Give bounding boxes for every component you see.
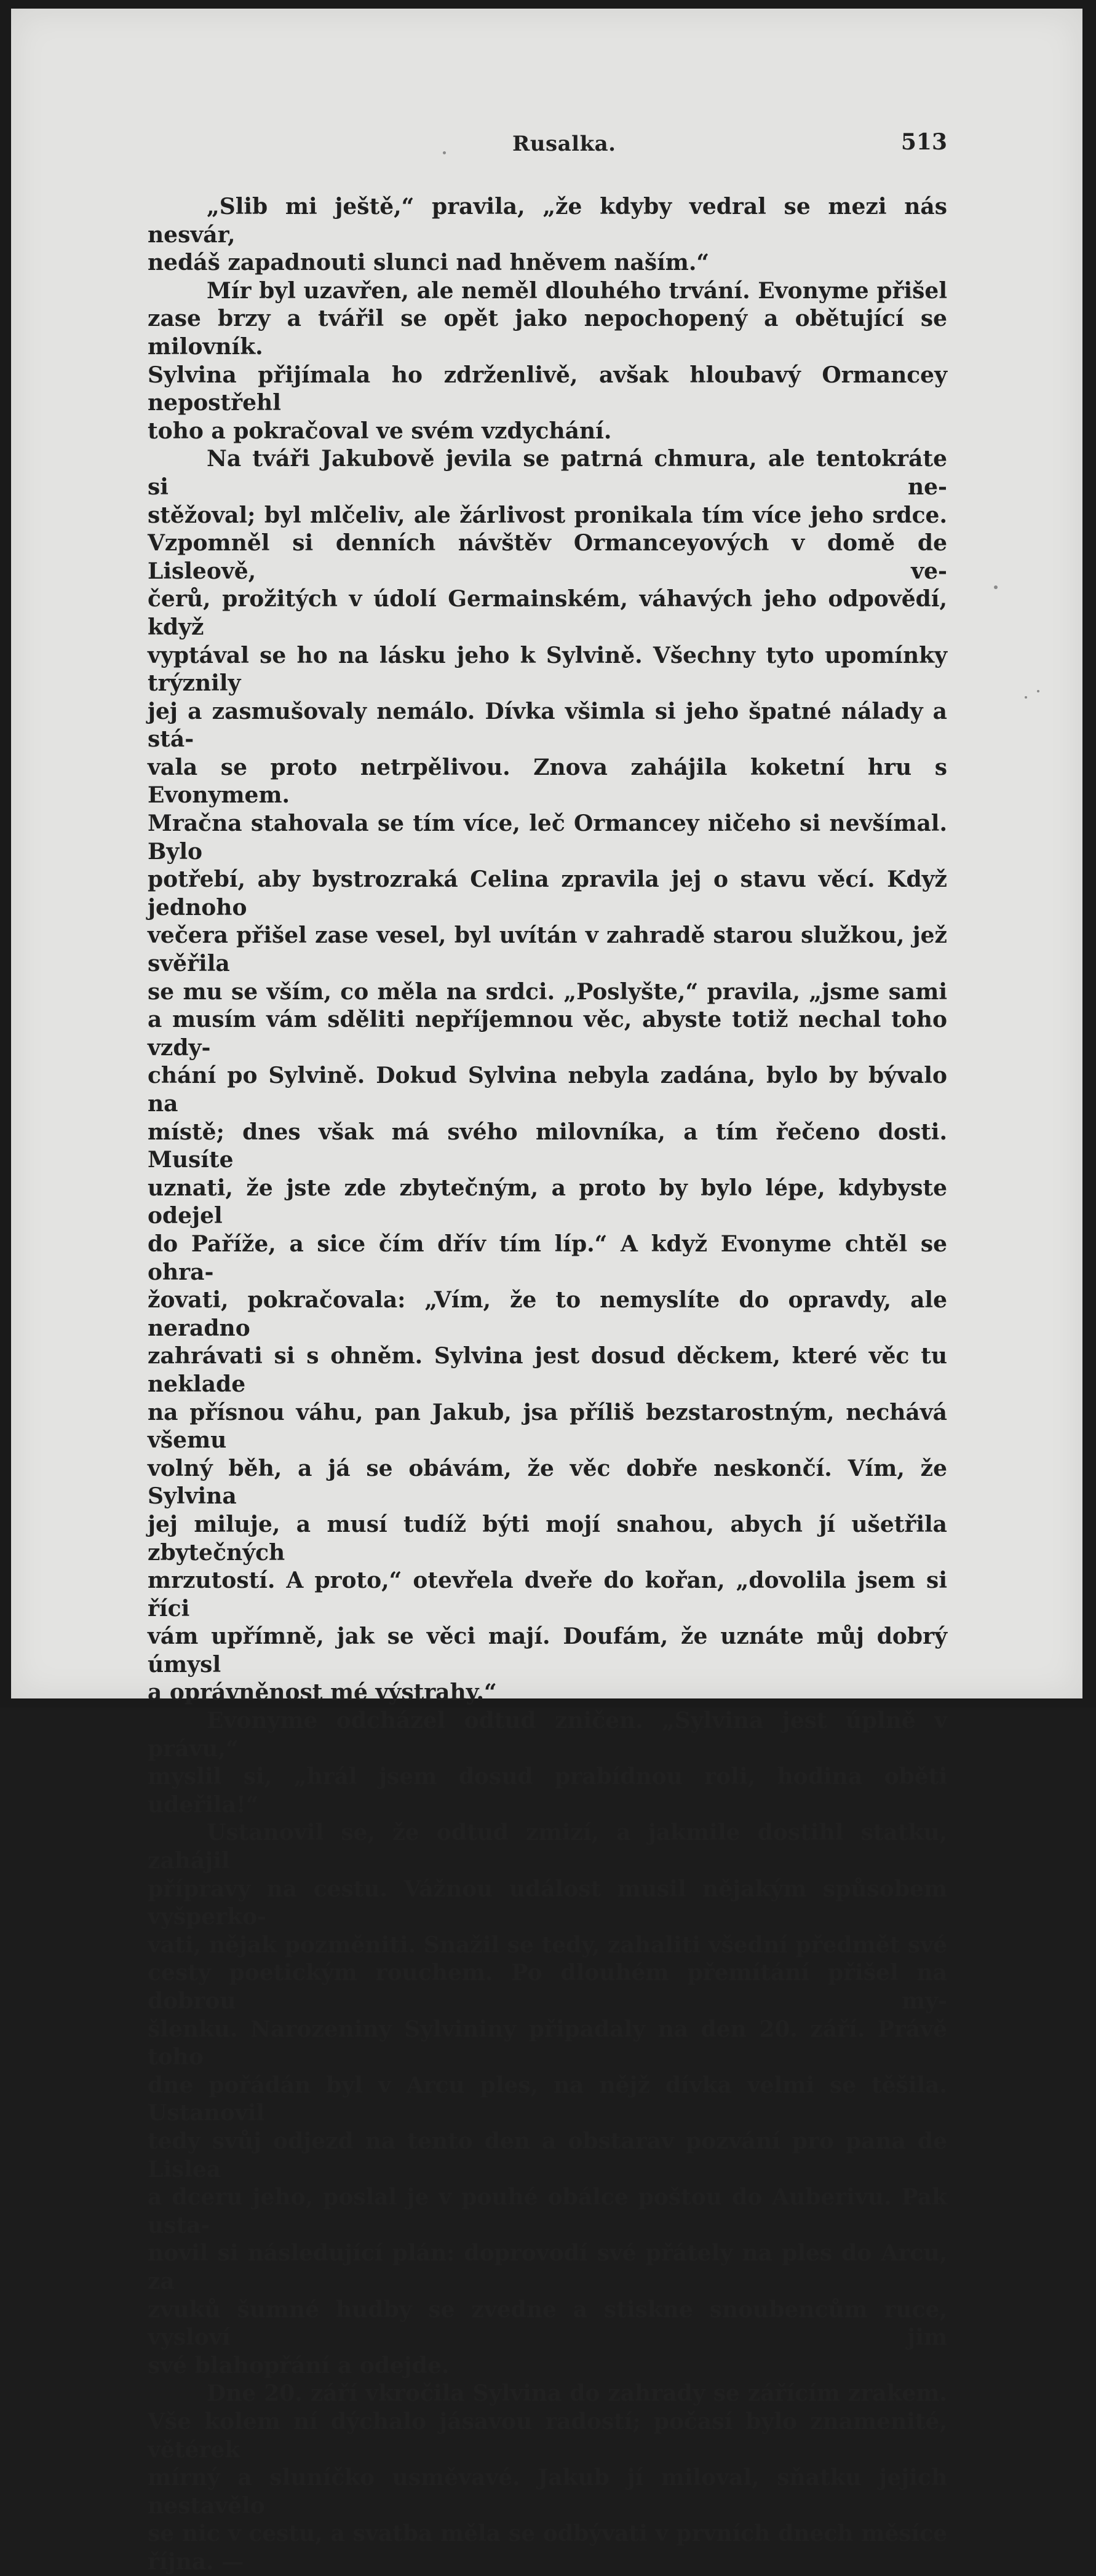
text-line: dne pořádán byl v Arcu ples, na nějž dívka velmi se těšila. Ustanovil [148, 2072, 947, 2126]
text-line: novil si následující plán: doprovodí své přátely na ples do Arcu, za [148, 2240, 947, 2294]
text-line: Sylvina přijímala ho zdrženlivě, avšak hloubavý Ormancey nepostřehl [148, 362, 947, 416]
text-line: tedy svůj odjezd na tento den a obstarav pozvání pro pana de Lislea [148, 2128, 947, 2182]
text-line: večera přišel zase vesel, byl uvítán v zahradě starou služkou, jež svěřila [148, 922, 947, 977]
paragraph [148, 2380, 947, 2576]
text-line: zase brzy a tvářil se opět jako nepochopený a obětující se milovník. [148, 306, 947, 360]
paragraph [148, 193, 947, 277]
text-line: čerů, prožitých v údolí Germainském, váhavých jeho odpovědí, když [148, 586, 947, 640]
text-line: mrzutostí. A proto,“ otevřela dveře do kořan, „dovolila jsem si říci [148, 1567, 947, 1622]
text-line: volný běh, a já se obávám, že věc dobře neskončí. Vím, že Sylvina [148, 1455, 947, 1510]
text-line: Evonyme odcházel odtud zničen. „Sylvina jest úplně v právu,“ [148, 1708, 947, 1762]
text-line: na přísnou váhu, pan Jakub, jsa příliš bezstarostným, nechává všemu [148, 1399, 947, 1454]
text-line: jej miluje, a musí tudíž býti mojí snahou, abych jí ušetřila zbytečných [148, 1511, 947, 1566]
text-line: nedáš zapadnouti slunci nad hněvem naším.“ [148, 250, 710, 276]
running-title: Rusalka. [512, 132, 616, 156]
dust-speck [1037, 690, 1039, 692]
text-line: vyptával se ho na lásku jeho k Sylvině. Všechny tyto upomínky trýznily [148, 642, 947, 697]
text-line: chání po Sylvině. Dokud Sylvina nebyla zadána, bylo by bývalo na [148, 1063, 947, 1117]
text-line: potřebí, aby bystrozraká Celina zpravila jej o stavu věcí. Když jednoho [148, 866, 947, 921]
text-line: jej a zasmušovaly nemálo. Dívka všimla si jeho špatné nálady a stá- [148, 698, 947, 753]
text-line: Mír byl uzavřen, ale neměl dlouhého trvání. Evonyme přišel [207, 277, 947, 304]
text-line: cesty poetickým rouchem. Po dlouhém přemítání přišel na dobrou my- [148, 1960, 947, 2014]
text-line: a oprávněnost mé výstrahy.“ [148, 1679, 497, 1706]
page-number: 513 [900, 129, 947, 155]
text-line: zahrávati si s ohněm. Sylvina jest dosud děckem, které věc tu neklade [148, 1343, 947, 1397]
text-line: přípravy na cestu. Vážnou událost musil nějakým spůsobem vyšperko- [148, 1876, 947, 1930]
text-line: mírný a sluníčko usměvavé. Jakub jí miloval, sňatku jejich nestavělo [148, 2465, 947, 2519]
paragraph [148, 277, 947, 446]
text-line: šlenku. Narozeniny Sylvininy připadaly na den 20. září. Právě toho [148, 2016, 947, 2071]
book-page [11, 9, 1082, 2575]
text-line: Vše kolem ní dýchalo jásavou radostí; počasí bylo znamenité, větérek [148, 2408, 947, 2463]
text-line: zvuků šumné hudby se zvedne a stiskne snoubencům ruce, vysloví jim [148, 2296, 947, 2351]
text-line: do Paříže, a sice čím dřív tím líp.“ A když Evonyme chtěl se ohra- [148, 1231, 947, 1285]
text-line: Ustanovil se, že odtud zmizí, a jakmile dostihl statku, zahájil [148, 1820, 947, 1874]
text-line: uznati, že jste zde zbytečným, a proto by bylo lépe, kdybyste odejel [148, 1175, 947, 1229]
text-line: žovati, pokračovala: „Vím, že to nemyslíte do opravdy, ale neradno [148, 1287, 947, 1341]
paragraph [148, 1819, 947, 2380]
text-line: Na tváři Jakubově jevila se patrná chmura, ale tentokráte si ne- [148, 446, 947, 500]
text-line: Vzpomněl si denních návštěv Ormanceyových v domě de Lisleově, ve- [148, 530, 947, 584]
text-line: „Slib mi ještě,“ pravila, „že kdyby vedral se mezi nás nesvár, [148, 194, 947, 248]
text-line: Mračna stahovala se tím více, leč Ormancey ničeho si nevšímal. Bylo [148, 810, 947, 865]
text-line: vám upřímně, jak se věci mají. Doufám, že uznáte můj dobrý úmysl [148, 1623, 947, 1678]
text-line: Dne 20. září vkročila Sylvina do zahrady se zářícím zrakem. [207, 2380, 947, 2407]
text-line: vala se proto netrpělivou. Znova zahájila koketní hru s Evonymem. [148, 754, 947, 809]
text-line: stěžoval; byl mlčeliv, ale žárlivost pronikala tím více jeho srdce. [148, 502, 947, 528]
text-line: a dceru jeho, poslal je v pouhé obálce poštou do Auberivu. Pak usta- [148, 2184, 947, 2238]
dust-speck [994, 585, 998, 589]
text-line: vati, nějak pozměniti. Snažil se tedy, zahaliti všední předmět své [148, 1932, 947, 1958]
dust-speck [1025, 696, 1027, 699]
body-text [148, 193, 947, 2576]
text-line: a musím vám sděliti nepříjemnou věc, abyste totiž nechal toho vzdy- [148, 1007, 947, 1061]
text-line: myslil si, „hrál jsem dosud prabídnou roli, hodina oběti udeřila!“ [148, 1764, 947, 1818]
running-header [148, 127, 947, 164]
paragraph [148, 445, 947, 1707]
text-line: své blahopřání a odejde. [148, 2352, 450, 2379]
paragraph [148, 1707, 947, 1819]
text-line: se mu se vším, co měla na srdci. „Poslyšte,“ pravila, „jsme sami [148, 978, 947, 1005]
text-line: se nic v cestu, a svatba měla se odbývati v prvních dnech měsíce [148, 2521, 947, 2547]
text-line: toho a pokračoval ve svém vzdychání. [148, 418, 612, 444]
text-line: místě; dnes však má svého milovníka, a tím řečeno dosti. Musíte [148, 1119, 947, 1173]
text-line: října. — [148, 2548, 244, 2575]
